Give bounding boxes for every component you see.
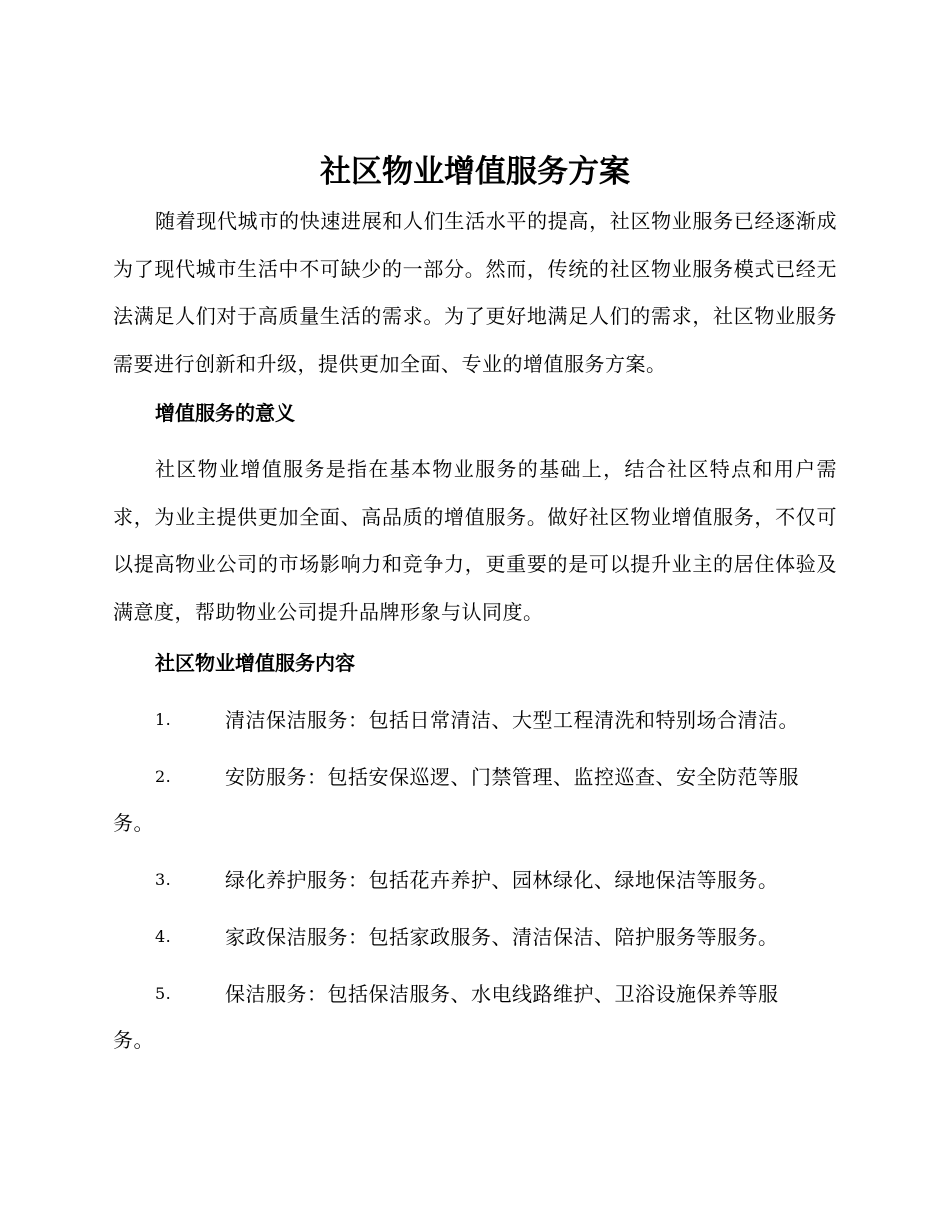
list-item-continuation: 务。	[113, 1028, 154, 1052]
list-item-text: 绿化养护服务：包括花卉养护、园林绿化、绿地保洁等服务。	[225, 868, 779, 892]
document-title: 社区物业增值服务方案	[320, 154, 630, 190]
list-item	[113, 754, 837, 846]
list-item	[113, 914, 837, 960]
list-item-text: 家政保洁服务：包括家政服务、清洁保洁、陪护服务等服务。	[225, 925, 779, 949]
list-item	[113, 857, 837, 903]
intro-paragraph: 随着现代城市的快速进展和人们生活水平的提高，社区物业服务已经逐渐成为了现代城市生活中不可缺少的一部分。然而，传统的社区物业服务模式已经无法满足人们对于高质量生活的需求。为了更好地满足人们的需求，社区物业服务需要进行创新和升级，提供更加全面、专业的增值服务方案。	[113, 209, 837, 376]
list-item-number: 5.	[155, 984, 172, 1003]
list-item-continuation: 务。	[113, 811, 154, 835]
list-item-number: 3.	[155, 870, 172, 889]
list-item-number: 2.	[155, 767, 172, 786]
list-item-number: 1.	[155, 710, 172, 729]
section-heading-content: 社区物业增值服务内容	[155, 651, 355, 675]
list-item-text: 安防服务：包括安保巡逻、门禁管理、监控巡查、安全防范等服	[225, 765, 799, 789]
section-heading-significance: 增值服务的意义	[155, 401, 295, 425]
significance-paragraph: 社区物业增值服务是指在基本物业服务的基础上，结合社区特点和用户需求，为业主提供更加全面、高品质的增值服务。做好社区物业增值服务，不仅可以提高物业公司的市场影响力和竞争力，更重要的是可以提升业主的居住体验及满意度，帮助物业公司提升品牌形象与认同度。	[113, 457, 837, 624]
list-item-text: 清洁保洁服务：包括日常清洁、大型工程清洗和特别场合清洁。	[225, 708, 799, 732]
list-item-text: 保洁服务：包括保洁服务、水电线路维护、卫浴设施保养等服	[225, 982, 779, 1006]
list-item	[113, 697, 837, 743]
list-item	[113, 971, 837, 1063]
list-item-number: 4.	[155, 927, 172, 946]
